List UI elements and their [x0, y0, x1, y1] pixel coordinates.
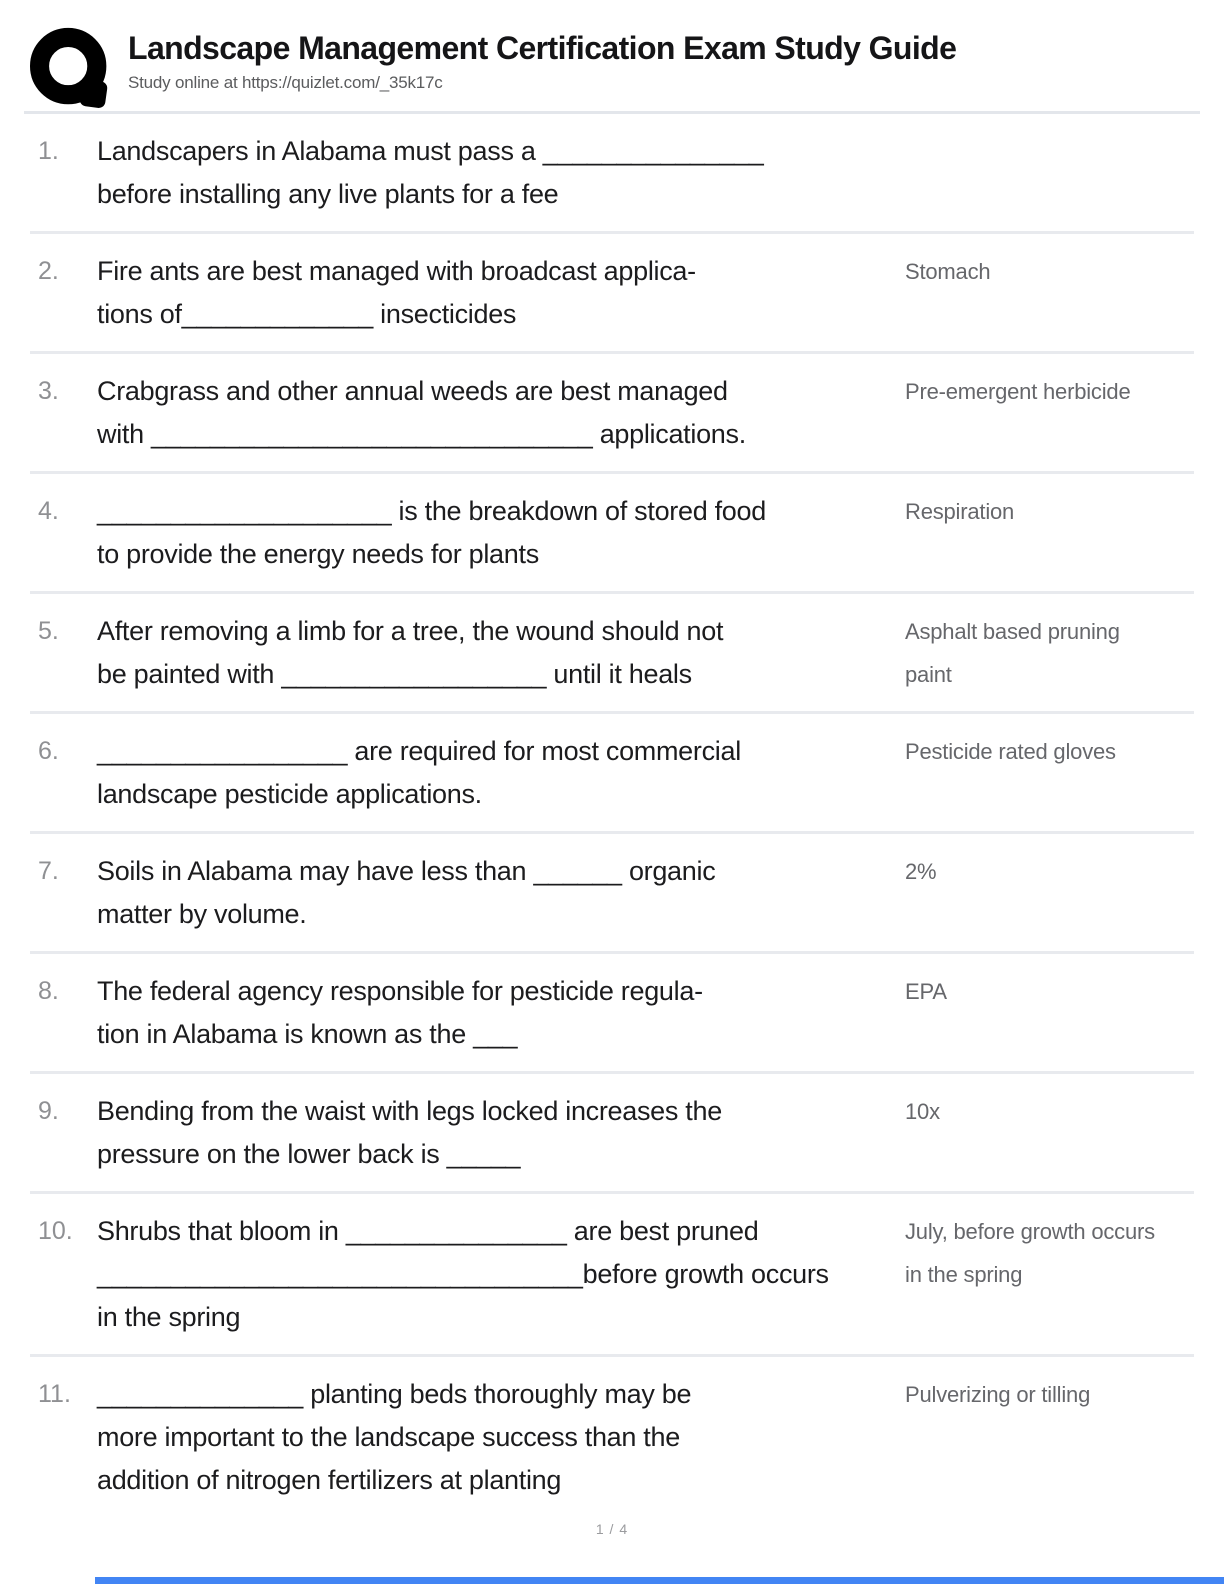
question-text: [97, 1373, 905, 1502]
question-text: [97, 490, 905, 576]
question-line: Soils in Alabama may have less than ______ organic: [97, 856, 716, 886]
question-line: be painted with __________________ until it heals: [97, 659, 692, 689]
question-line: Bending from the waist with legs locked increases the: [97, 1096, 722, 1126]
question-number: 4.: [38, 497, 59, 525]
question-text: [97, 970, 905, 1056]
quizlet-q-logo-icon: [30, 26, 114, 110]
question-number: 3.: [38, 377, 59, 405]
question-row-11: [30, 1357, 1194, 1517]
question-text: [97, 1210, 905, 1339]
question-line: addition of nitrogen fertilizers at planting: [97, 1465, 562, 1495]
question-line: After removing a limb for a tree, the wound should not: [97, 616, 724, 646]
answer-text: [905, 1210, 1194, 1296]
question-row-2: [30, 234, 1194, 354]
question-text: [97, 1090, 905, 1176]
question-number: 11.: [38, 1380, 71, 1408]
answer-text: [905, 610, 1194, 696]
study-url: Study online at https://quizlet.com/_35k17c: [128, 73, 443, 92]
question-row-5: [30, 594, 1194, 714]
question-number: 5.: [38, 617, 59, 645]
question-number: 2.: [38, 257, 59, 285]
answer-line: Stomach: [905, 259, 991, 284]
answer-line: 2%: [905, 859, 937, 884]
question-line: Fire ants are best managed with broadcast applica-: [97, 256, 696, 286]
question-row-8: [30, 954, 1194, 1074]
question-row-1: [30, 114, 1194, 234]
answer-text: [905, 250, 1194, 293]
question-row-10: [30, 1194, 1194, 1357]
answer-line: July, before growth occurs: [905, 1219, 1155, 1244]
question-text: [97, 130, 905, 216]
answer-text: [905, 850, 1194, 893]
question-number: 8.: [38, 977, 59, 1005]
question-line: with ______________________________ applications.: [97, 419, 746, 449]
question-line: ____________________ is the breakdown of stored food: [97, 496, 766, 526]
question-row-4: [30, 474, 1194, 594]
question-line: more important to the landscape success than the: [97, 1422, 680, 1452]
question-line: _________________________________before growth occurs: [97, 1259, 829, 1289]
question-line: in the spring: [97, 1302, 241, 1332]
question-line: The federal agency responsible for pesticide regula-: [97, 976, 703, 1006]
answer-line: paint: [905, 662, 952, 687]
answer-text: [905, 970, 1194, 1013]
question-number: 1.: [38, 137, 59, 165]
answer-line: Pulverizing or tilling: [905, 1382, 1091, 1407]
page-title: Landscape Management Certification Exam Study Guide: [128, 30, 957, 66]
question-number: 6.: [38, 737, 59, 765]
page-header: [0, 0, 1224, 110]
question-line: to provide the energy needs for plants: [97, 539, 539, 569]
answer-text: [905, 730, 1194, 773]
question-text: [97, 730, 905, 816]
question-text: [97, 370, 905, 456]
answer-line: Pre-emergent herbicide: [905, 379, 1131, 404]
question-number: 7.: [38, 857, 59, 885]
page-number-indicator: 1 / 4: [595, 1521, 629, 1537]
question-line: before installing any live plants for a fee: [97, 179, 559, 209]
question-line: tion in Alabama is known as the ___: [97, 1019, 518, 1049]
question-number: 9.: [38, 1097, 59, 1125]
question-number: 10.: [38, 1217, 73, 1245]
answer-text: [905, 370, 1194, 413]
answer-line: in the spring: [905, 1262, 1023, 1287]
bottom-accent-bar: [95, 1577, 1224, 1584]
question-text: [97, 250, 905, 336]
question-line: Crabgrass and other annual weeds are best managed: [97, 376, 728, 406]
question-row-9: [30, 1074, 1194, 1194]
question-row-3: [30, 354, 1194, 474]
answer-text: [905, 490, 1194, 533]
answer-text: [905, 1373, 1194, 1416]
question-line: landscape pesticide applications.: [97, 779, 482, 809]
question-row-7: [30, 834, 1194, 954]
answer-line: Respiration: [905, 499, 1015, 524]
header-text-block: [128, 26, 956, 93]
question-line: Shrubs that bloom in _______________ are best pruned: [97, 1216, 759, 1246]
answer-line: EPA: [905, 979, 947, 1004]
question-line: tions of_____________ insecticides: [97, 299, 517, 329]
question-line: ______________ planting beds thoroughly may be: [97, 1379, 692, 1409]
question-text: [97, 610, 905, 696]
question-line: _________________ are required for most commercial: [97, 736, 741, 766]
question-line: Landscapers in Alabama must pass a _______________: [97, 136, 764, 166]
answer-line: Pesticide rated gloves: [905, 739, 1116, 764]
answer-line: 10x: [905, 1099, 940, 1124]
question-list: [30, 114, 1194, 1517]
question-line: matter by volume.: [97, 899, 307, 929]
question-text: [97, 850, 905, 936]
question-row-6: [30, 714, 1194, 834]
answer-text: [905, 1090, 1194, 1133]
question-line: pressure on the lower back is _____: [97, 1139, 521, 1169]
answer-line: Asphalt based pruning: [905, 619, 1120, 644]
